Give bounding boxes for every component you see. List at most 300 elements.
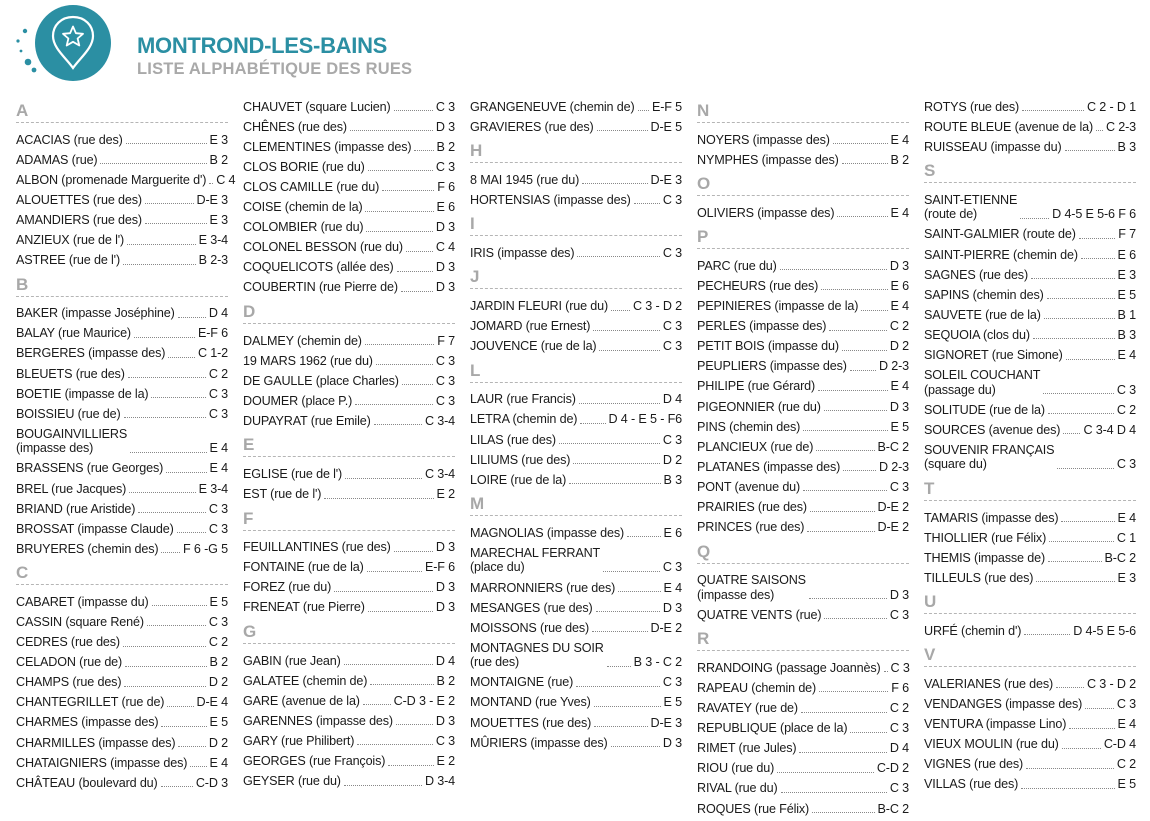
street-entry <box>243 484 455 504</box>
grid-reference: D 4 <box>889 741 909 756</box>
street-name: THIOLLIER (rue Félix) <box>924 530 1047 545</box>
leader-dots <box>592 631 647 632</box>
street-name: SAGNES (rue des) <box>924 267 1028 282</box>
grid-reference: D 4 <box>435 653 455 668</box>
street-name: GRAVIERES (rue des) <box>470 119 594 134</box>
street-entry <box>16 498 228 518</box>
street-entry <box>243 597 455 617</box>
street-entry <box>470 409 682 429</box>
leader-dots <box>367 571 422 572</box>
section-letter: P <box>697 227 709 247</box>
leader-dots <box>1031 278 1115 279</box>
street-name: LOIRE (rue de la) <box>470 472 567 487</box>
street-entry <box>697 275 909 295</box>
leader-dots <box>151 397 205 398</box>
leader-dots <box>807 531 874 532</box>
grid-reference: C 3 <box>435 373 455 388</box>
street-name-wrap <box>924 737 1059 752</box>
grid-reference: E 3-4 <box>198 481 228 496</box>
grid-reference: E 4 <box>209 441 228 456</box>
grid-reference: B 2-3 <box>198 253 228 268</box>
street-name: PLATANES (impasse des) <box>697 459 841 474</box>
street-name-wrap <box>924 571 1033 586</box>
street-name: CLEMENTINES (impasse des) <box>243 139 412 154</box>
grid-reference: D-E 3 <box>650 172 682 187</box>
street-name-wrap <box>924 100 1019 115</box>
street-name: OLIVIERS (impasse des) <box>697 205 835 220</box>
section-letter: G <box>243 621 257 641</box>
leader-dots <box>1049 541 1114 542</box>
street-name: RAVATEY (rue de) <box>697 701 798 716</box>
street-name: 8 MAI 1945 (rue du) <box>470 172 580 187</box>
street-name: SOUVENIR FRANÇAIS <box>924 442 1055 457</box>
leader-dots <box>414 150 433 151</box>
letter-section <box>697 537 909 625</box>
street-name: ANZIEUX (rue de l') <box>16 233 125 248</box>
grid-reference: B 2 <box>436 139 455 154</box>
street-name-wrap <box>697 319 826 334</box>
grid-reference: D 2-3 <box>878 459 909 474</box>
grid-reference: D-E 4 <box>196 695 228 710</box>
street-name-wrap <box>243 580 331 595</box>
street-name: BERGERES (impasse des) <box>16 346 166 361</box>
street-entry <box>697 202 909 222</box>
street-name-wrap <box>16 695 164 710</box>
street-name-wrap <box>924 511 1058 526</box>
leader-dots <box>843 470 876 471</box>
leader-dots <box>1024 634 1070 635</box>
leader-dots <box>597 130 648 131</box>
street-name: CHARMILLES (impasse des) <box>16 735 176 750</box>
street-entry <box>470 637 682 672</box>
street-entry <box>470 295 682 315</box>
street-name: MESANGES (rue des) <box>470 600 593 615</box>
street-name: PECHEURS (rue des) <box>697 278 819 293</box>
street-name-wrap <box>16 522 174 537</box>
leader-dots <box>579 403 660 404</box>
section-divider <box>697 650 909 651</box>
street-name-wrap <box>470 246 574 261</box>
street-name: CHAMPS (rue des) <box>16 675 122 690</box>
grid-reference: B 3 <box>663 472 682 487</box>
street-name-wrap <box>243 600 365 615</box>
street-name: ROUTE BLEUE (avenue de la) <box>924 119 1093 134</box>
street-name-wrap <box>16 502 135 517</box>
street-name: BOETIE (impasse de la) <box>16 386 149 401</box>
leader-dots <box>809 598 887 599</box>
leader-dots <box>1036 581 1114 582</box>
leader-dots <box>803 490 887 491</box>
letter-section <box>924 587 1136 640</box>
street-name-wrap <box>470 716 591 731</box>
leader-dots <box>1044 318 1115 319</box>
street-name-line2: (passage du) <box>924 382 996 397</box>
street-name-wrap <box>924 288 1044 303</box>
leader-dots <box>1020 218 1049 219</box>
street-name: VIEUX MOULIN (rue du) <box>924 737 1059 752</box>
street-name-wrap <box>16 615 144 630</box>
street-name: CHANTEGRILLET (rue de) <box>16 695 165 710</box>
grid-reference: C 3-4 <box>424 413 455 428</box>
leader-dots <box>611 310 630 311</box>
street-name: MARRONNIERS (rue des) <box>470 580 616 595</box>
street-entry <box>924 439 1136 474</box>
leader-dots <box>125 666 206 667</box>
grid-reference: C 3 <box>208 521 228 536</box>
grid-reference: C-D 3 - E 2 <box>393 693 455 708</box>
grid-reference: C 3-4 <box>424 467 455 481</box>
section-letter: S <box>924 161 936 181</box>
street-entry <box>470 336 682 356</box>
street-name-wrap <box>924 328 1030 343</box>
grid-reference: E 4 <box>890 205 909 220</box>
leader-dots <box>129 492 195 493</box>
street-entry <box>243 217 455 237</box>
grid-reference: B-C 2 <box>877 801 909 816</box>
leader-dots <box>363 704 391 705</box>
page-title: MONTROND-LES-BAINS <box>137 33 388 58</box>
grid-reference: E 4 <box>1117 510 1136 525</box>
letter-section <box>470 209 682 262</box>
logo <box>14 4 124 82</box>
leader-dots <box>178 317 206 318</box>
street-entry <box>697 356 909 376</box>
letter-section <box>697 96 909 169</box>
street-name-wrap <box>697 721 847 736</box>
grid-reference: D 3 <box>435 119 455 134</box>
grid-reference: D-E 3 <box>196 192 228 207</box>
letter-section <box>924 156 1136 474</box>
street-name: ROQUES (rue Félix) <box>697 801 810 816</box>
section-divider <box>924 500 1136 501</box>
grid-reference: C 2 - D 1 <box>1086 99 1136 114</box>
street-name: LILIUMS (rue des) <box>470 452 571 467</box>
street-name: SOLEIL COUCHANT <box>924 368 1041 383</box>
street-name: CELADON (rue de) <box>16 655 123 670</box>
street-name: GRANGENEUVE (chemin de) <box>470 99 635 114</box>
street-entry <box>470 96 682 116</box>
section-divider <box>243 643 455 644</box>
street-name-wrap <box>924 697 1082 712</box>
street-name-wrap <box>924 443 1054 472</box>
street-name: LAUR (rue Francis) <box>470 392 576 407</box>
grid-reference: E 6 <box>1117 247 1136 262</box>
grid-reference: F 7 <box>1118 227 1136 242</box>
letter-section <box>16 270 228 559</box>
leader-dots <box>1022 110 1084 111</box>
leader-dots <box>357 744 433 745</box>
grid-reference: D 3 <box>435 600 455 615</box>
grid-reference: E 6 <box>890 278 909 293</box>
street-name: RIMET (rue Jules) <box>697 741 797 756</box>
grid-reference: E 4 <box>890 299 909 314</box>
leader-dots <box>824 618 886 619</box>
street-entry <box>243 690 455 710</box>
leader-dots <box>596 611 660 612</box>
grid-reference: C 3 <box>1116 697 1136 712</box>
letter-section <box>697 222 909 536</box>
street-entry <box>924 693 1136 713</box>
street-name-wrap <box>243 487 321 502</box>
leader-dots <box>190 766 206 767</box>
street-name: VENDANGES (impasse des) <box>924 697 1083 712</box>
street-name-wrap <box>924 423 1060 438</box>
grid-reference: E 5 <box>890 419 909 434</box>
street-name: MONTAND (rue Yves) <box>470 695 591 710</box>
leader-dots <box>1056 687 1084 688</box>
street-name-wrap <box>243 394 352 409</box>
street-name: DOUMER (place P.) <box>243 393 353 408</box>
street-entry <box>470 189 682 209</box>
street-entry <box>243 730 455 750</box>
street-name: BREL (rue Jacques) <box>16 481 127 496</box>
leader-dots <box>593 330 660 331</box>
street-name-wrap <box>243 694 360 709</box>
street-entry <box>697 570 909 605</box>
grid-reference: E 4 <box>890 132 909 147</box>
street-name: PONT (avenue du) <box>697 479 801 494</box>
street-entry <box>16 672 228 692</box>
street-entry <box>697 456 909 476</box>
grid-reference: E 2 <box>436 754 455 769</box>
grid-reference: C-D 4 <box>1103 737 1136 752</box>
grid-reference: C 3 <box>662 192 682 207</box>
street-name-wrap <box>243 540 391 555</box>
leader-dots <box>627 536 661 537</box>
street-name-wrap <box>470 339 596 354</box>
grid-reference: C 3 <box>889 607 909 622</box>
leader-dots <box>1085 708 1114 709</box>
street-name-wrap <box>924 551 1045 566</box>
street-name: BOUGAINVILLIERS <box>16 426 128 441</box>
section-divider <box>243 456 455 457</box>
street-name-wrap <box>16 407 121 422</box>
section-letter: O <box>697 174 711 194</box>
grid-reference: B 2 <box>436 673 455 688</box>
street-name: URFÉ (chemin d') <box>924 623 1022 638</box>
street-entry <box>924 136 1136 156</box>
street-name-wrap <box>697 608 821 623</box>
letter-section <box>924 474 1136 587</box>
street-name-wrap <box>243 467 342 482</box>
letter-section <box>470 489 682 752</box>
street-name: BLEUETS (rue des) <box>16 366 125 381</box>
leader-dots <box>126 143 207 144</box>
grid-reference: D 3 <box>435 280 455 295</box>
street-name-wrap <box>697 400 821 415</box>
grid-reference: C 3 <box>435 393 455 408</box>
street-name-wrap <box>243 734 354 749</box>
leader-dots <box>1043 393 1114 394</box>
street-entry <box>924 714 1136 734</box>
street-entry <box>697 738 909 758</box>
street-name-wrap <box>16 675 121 690</box>
street-entry <box>16 631 228 651</box>
leader-dots <box>178 746 205 747</box>
street-name-wrap <box>243 140 411 155</box>
grid-reference: C 1-2 <box>197 346 228 361</box>
street-entry <box>16 403 228 423</box>
grid-reference: B 3 <box>1117 327 1136 342</box>
street-entry <box>470 522 682 542</box>
grid-reference: D 3 <box>889 587 909 602</box>
street-name-wrap <box>470 641 604 670</box>
leader-dots <box>1026 768 1114 769</box>
leader-dots <box>161 726 206 727</box>
street-entry <box>16 209 228 229</box>
street-name-wrap <box>924 757 1023 772</box>
letter-section <box>470 356 682 489</box>
letter-section <box>924 640 1136 794</box>
section-divider <box>697 563 909 564</box>
street-entry <box>16 189 228 209</box>
street-entry <box>243 96 455 116</box>
street-name: SOURCES (avenue des) <box>924 422 1061 437</box>
street-name-wrap <box>243 240 403 255</box>
street-name-wrap <box>243 374 399 389</box>
street-entry <box>16 712 228 732</box>
street-entry <box>924 567 1136 587</box>
street-name-wrap <box>470 736 608 751</box>
grid-reference: C 3 <box>208 406 228 421</box>
street-name-wrap <box>16 635 120 650</box>
leader-dots <box>829 330 887 331</box>
street-entry <box>243 156 455 176</box>
leader-dots <box>1021 788 1114 789</box>
street-name-wrap <box>470 299 608 314</box>
street-name: LILAS (rue des) <box>470 432 556 447</box>
grid-reference: D 4 <box>208 306 228 321</box>
letter-section <box>697 624 909 818</box>
street-name: ACACIAS (rue des) <box>16 132 123 147</box>
leader-dots <box>780 269 887 270</box>
grid-reference: C 3 <box>889 721 909 736</box>
street-name-line2: (impasse des) <box>697 587 775 602</box>
grid-reference: D 3 <box>662 600 682 615</box>
leader-dots <box>374 424 422 425</box>
grid-reference: C-D 2 <box>876 761 909 776</box>
street-name: IRIS (impasse des) <box>470 245 575 260</box>
street-name: BOISSIEU (rue de) <box>16 406 121 421</box>
leader-dots <box>145 203 194 204</box>
leader-dots <box>594 726 647 727</box>
section-letter: U <box>924 592 937 612</box>
leader-dots <box>355 404 433 405</box>
street-name: SOLITUDE (rue de la) <box>924 402 1045 417</box>
street-name: RIVAL (rue du) <box>697 781 778 796</box>
street-name: GARY (rue Philibert) <box>243 733 355 748</box>
street-entry <box>470 449 682 469</box>
street-entry <box>243 370 455 390</box>
street-name: GARE (avenue de la) <box>243 693 360 708</box>
leader-dots <box>334 591 433 592</box>
leader-dots <box>559 443 660 444</box>
page-subtitle: LISTE ALPHABÉTIQUE DES RUES <box>137 60 413 78</box>
street-entry <box>243 330 455 350</box>
street-entry <box>243 277 455 297</box>
section-divider <box>924 182 1136 183</box>
leader-dots <box>810 511 875 512</box>
street-name-wrap <box>16 133 123 148</box>
street-name-line2: (square du) <box>924 457 987 472</box>
leader-dots <box>388 765 433 766</box>
grid-reference: B-C 2 <box>877 439 909 454</box>
grid-reference: D-E 5 <box>650 119 682 134</box>
street-name-wrap <box>470 100 635 115</box>
leader-dots <box>580 423 605 424</box>
street-name-wrap <box>243 654 341 669</box>
grid-reference: C 3 <box>662 675 682 690</box>
street-name: RRANDOING (passage Joannès) <box>697 660 881 675</box>
street-name: BRUYERES (chemin des) <box>16 541 159 556</box>
grid-reference: E 3 <box>1117 570 1136 585</box>
leader-dots <box>803 430 887 431</box>
street-entry <box>16 303 228 323</box>
street-name-wrap <box>924 531 1046 546</box>
grid-reference: D 3 <box>435 580 455 595</box>
leader-dots <box>344 785 422 786</box>
grid-reference: C 2 <box>208 635 228 650</box>
letter-section <box>243 504 455 617</box>
street-name-wrap <box>697 480 800 495</box>
street-name: AMANDIERS (rue des) <box>16 212 142 227</box>
street-entry <box>470 597 682 617</box>
grid-reference: C 2 <box>1116 402 1136 417</box>
street-entry <box>697 496 909 516</box>
street-name-wrap <box>924 248 1078 263</box>
street-entry <box>243 136 455 156</box>
street-name-wrap <box>924 624 1021 639</box>
grid-reference: E 4 <box>1117 717 1136 732</box>
street-entry <box>697 416 909 436</box>
street-name-wrap <box>470 695 591 710</box>
street-name-wrap <box>697 661 881 676</box>
star-map-pin-icon <box>14 4 124 82</box>
letter-section <box>924 96 1136 156</box>
grid-reference: C 3 <box>1116 382 1136 397</box>
street-index <box>16 96 1141 816</box>
leader-dots <box>123 264 196 265</box>
leader-dots <box>1048 561 1102 562</box>
grid-reference: B 2 <box>890 152 909 167</box>
street-name-wrap <box>697 741 796 756</box>
leader-dots <box>603 571 660 572</box>
letter-section <box>243 430 455 503</box>
street-entry <box>924 527 1136 547</box>
street-entry <box>16 383 228 403</box>
street-entry <box>470 389 682 409</box>
street-entry <box>16 591 228 611</box>
street-name-line2: (rue des) <box>470 655 520 670</box>
street-name: SAINT-ETIENNE <box>924 192 1018 207</box>
street-column <box>470 96 682 752</box>
street-name-wrap <box>697 299 858 314</box>
grid-reference: E 5 <box>209 594 228 609</box>
street-name-wrap <box>697 279 818 294</box>
street-name-wrap <box>470 621 589 636</box>
street-entry <box>924 324 1136 344</box>
street-entry <box>16 538 228 558</box>
street-entry <box>470 542 682 577</box>
section-divider <box>470 235 682 236</box>
grid-reference: D 3 <box>435 260 455 275</box>
leader-dots <box>396 724 433 725</box>
grid-reference: E 3 <box>209 212 228 227</box>
street-name-wrap <box>470 193 631 208</box>
street-name: CASSIN (square René) <box>16 614 144 629</box>
section-letter: B <box>16 274 29 294</box>
street-entry <box>16 363 228 383</box>
